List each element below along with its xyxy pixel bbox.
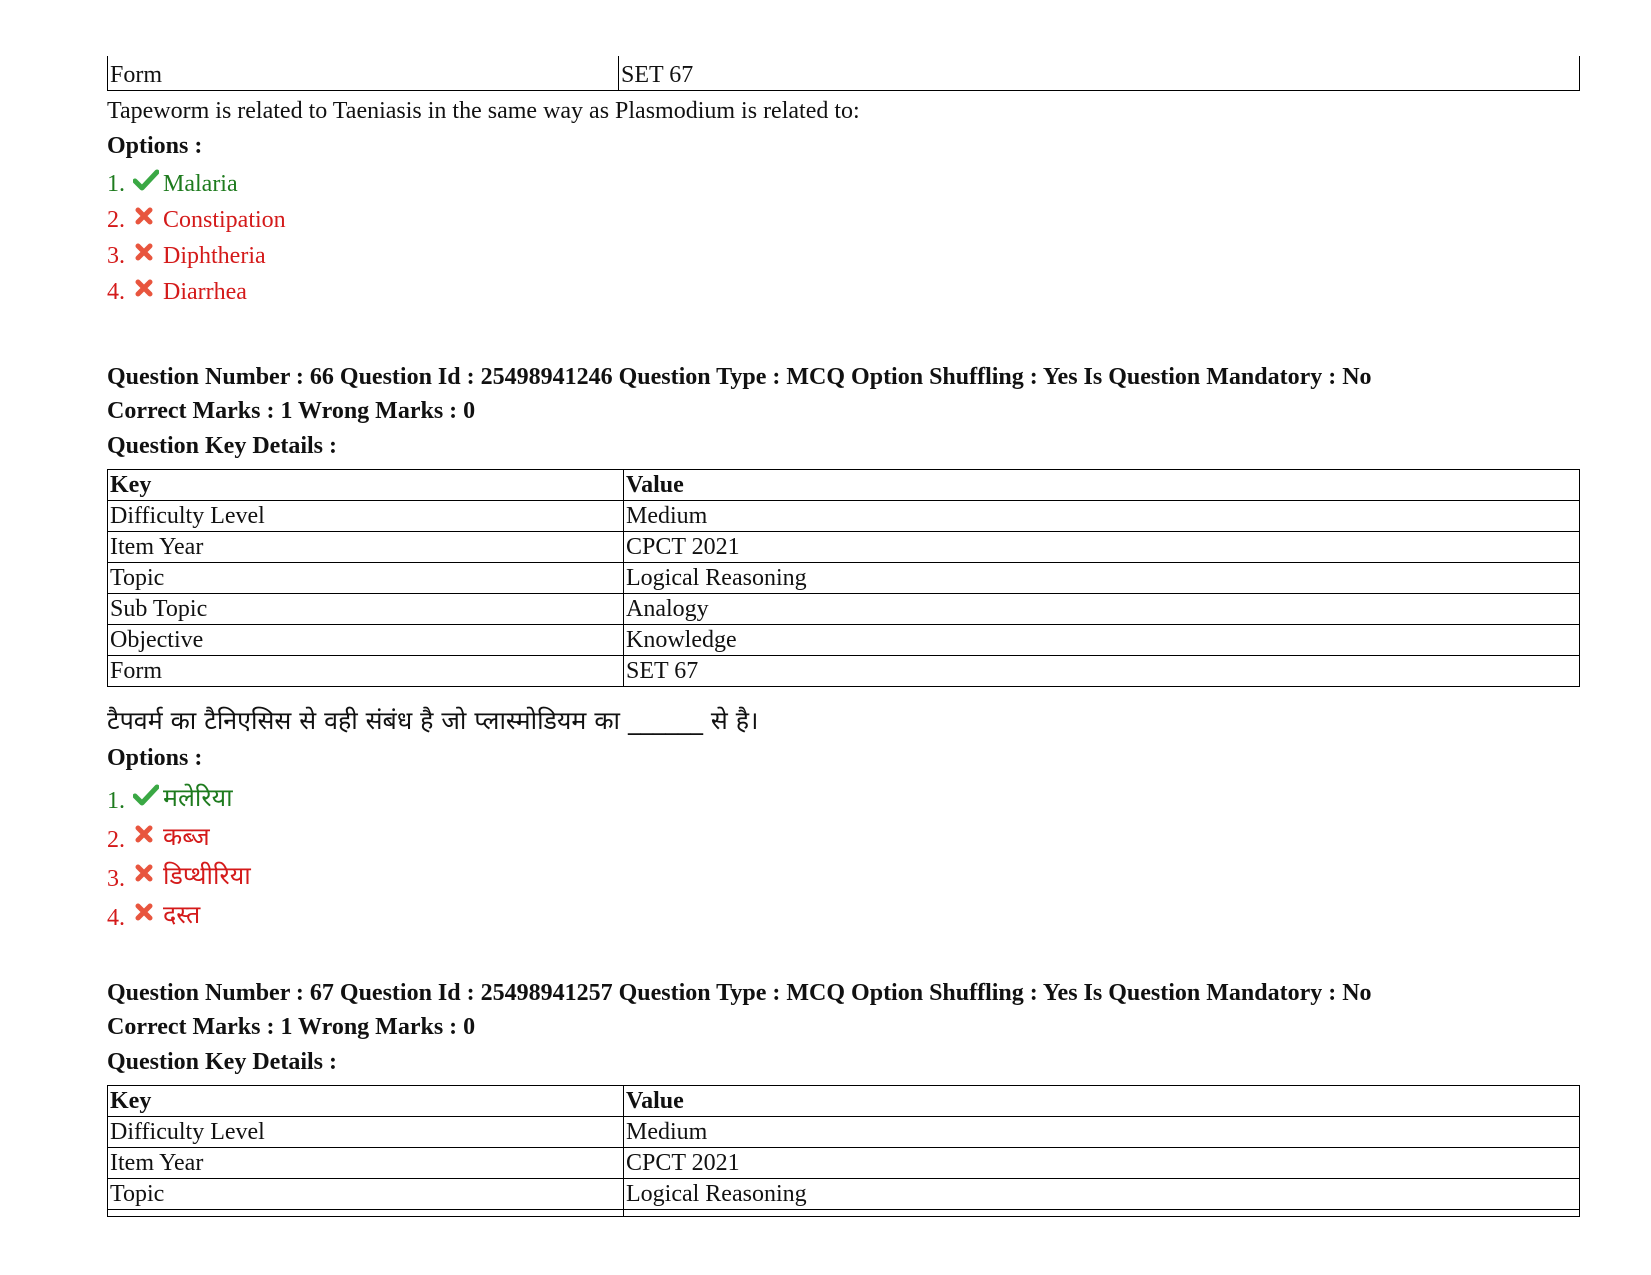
previous-table-fragment: [107, 56, 1580, 92]
cross-icon: [133, 274, 163, 298]
option-item: 1. मलेरिया: [107, 778, 251, 817]
key-details-table: [107, 1085, 1580, 1225]
table-row: Topic Logical Reasoning: [108, 1179, 1580, 1210]
table-cell-key: Form: [107, 56, 618, 91]
key-details-label: Question Key Details :: [107, 1049, 337, 1075]
table-row: Difficulty Level Medium: [108, 501, 1580, 532]
cross-icon: [133, 819, 163, 843]
check-icon: [133, 166, 163, 190]
option-item: 4. Diarrhea: [107, 274, 286, 310]
cross-icon: [133, 202, 163, 226]
option-item: 1. Malaria: [107, 166, 286, 202]
question-header: Question Number : 66 Question Id : 25498941246 Question Type : MCQ Option Shuffling : Yes Is Question Mandatory : No: [107, 364, 1372, 390]
table-row: Item Year CPCT 2021: [108, 1148, 1580, 1179]
cross-icon: [133, 238, 163, 262]
option-item: 2. कब्ज: [107, 817, 251, 856]
options-list: [107, 166, 286, 310]
table-row: Objective Knowledge: [108, 625, 1580, 656]
table-header-row: Key Value: [108, 1086, 1580, 1117]
option-item: 3. डिप्थीरिया: [107, 856, 251, 895]
key-details-label: Question Key Details :: [107, 433, 337, 459]
cross-icon: [133, 858, 163, 882]
option-item: 4. दस्त: [107, 895, 251, 934]
question-text-english: Tapeworm is related to Taeniasis in the same way as Plasmodium is related to:: [107, 98, 860, 124]
table-row: Sub Topic Analogy: [108, 594, 1580, 625]
options-label: Options :: [107, 133, 203, 159]
marks-line: Correct Marks : 1 Wrong Marks : 0: [107, 398, 476, 424]
options-label: Options :: [107, 745, 203, 771]
cross-icon: [133, 897, 163, 921]
table-header-row: Key Value: [108, 470, 1580, 501]
question-text-hindi: टैपवर्म का टैनिएसिस से वही संबंध है जो प्लास्मोडियम का ______ से है।: [107, 706, 759, 735]
option-item: 3. Diphtheria: [107, 238, 286, 274]
table-row: [108, 1210, 1580, 1217]
key-details-table: [107, 469, 1580, 687]
question-header: Question Number : 67 Question Id : 25498941257 Question Type : MCQ Option Shuffling : Yes Is Question Mandatory : No: [107, 980, 1372, 1006]
options-list: [107, 778, 251, 934]
table-row: Form SET 67: [108, 656, 1580, 687]
check-icon: [133, 780, 163, 804]
table-row: Item Year CPCT 2021: [108, 532, 1580, 563]
table-cell-value: SET 67: [618, 56, 1580, 91]
option-item: 2. Constipation: [107, 202, 286, 238]
table-row: Difficulty Level Medium: [108, 1117, 1580, 1148]
table-row: Topic Logical Reasoning: [108, 563, 1580, 594]
marks-line: Correct Marks : 1 Wrong Marks : 0: [107, 1014, 476, 1040]
